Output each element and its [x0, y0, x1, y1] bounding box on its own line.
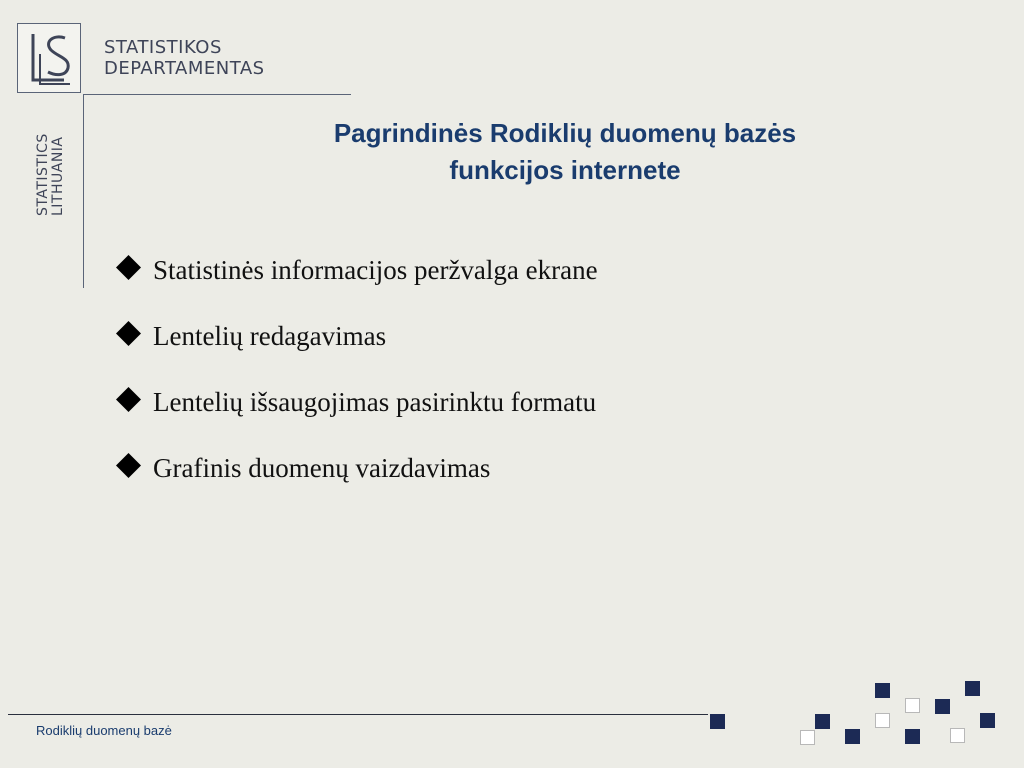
decor-square	[905, 698, 920, 713]
bullet-text: Statistinės informacijos peržvalga ekrane	[153, 254, 598, 285]
decor-square	[815, 714, 830, 729]
org-name-line2: DEPARTAMENTAS	[104, 58, 265, 79]
bullet-list	[115, 248, 598, 512]
header-divider	[83, 94, 351, 95]
decor-square	[875, 713, 890, 728]
decor-square	[950, 728, 965, 743]
sidebar-divider	[83, 94, 84, 288]
vertical-org-label	[36, 133, 66, 216]
bullet-item	[115, 446, 598, 490]
diamond-bullet-icon	[115, 320, 142, 347]
slide-title-line2: funkcijos internete	[449, 155, 681, 185]
org-name-line1: STATISTIKOS	[104, 37, 222, 58]
vertical-label-line1: STATISTICS	[35, 133, 51, 216]
footer-divider	[8, 714, 708, 715]
bullet-text: Lentelių redagavimas	[153, 320, 387, 351]
slide-title-line1: Pagrindinės Rodiklių duomenų bazės	[333, 118, 797, 148]
decor-square	[875, 683, 890, 698]
decor-square	[905, 729, 920, 744]
diamond-bullet-icon	[115, 254, 142, 281]
bullet-item	[115, 248, 598, 292]
vertical-label-line2: LITHUANIA	[50, 136, 66, 216]
bullet-text: Grafinis duomenų vaizdavimas	[153, 452, 491, 483]
bullet-item	[115, 380, 598, 424]
bullet-item	[115, 314, 598, 358]
slide-title	[205, 115, 925, 189]
decor-square	[845, 729, 860, 744]
decor-square	[965, 681, 980, 696]
diamond-bullet-icon	[115, 452, 142, 479]
ls-monogram-icon	[18, 24, 82, 94]
diamond-bullet-icon	[115, 386, 142, 413]
statistics-lithuania-logo	[17, 23, 81, 93]
decor-square	[980, 713, 995, 728]
footer-label: Rodiklių duomenų bazė	[36, 723, 172, 738]
organization-name	[104, 37, 265, 79]
decor-square	[935, 699, 950, 714]
bullet-text: Lentelių išsaugojimas pasirinktu formatu	[153, 386, 597, 417]
decor-square	[800, 730, 815, 745]
decor-square	[710, 714, 725, 729]
